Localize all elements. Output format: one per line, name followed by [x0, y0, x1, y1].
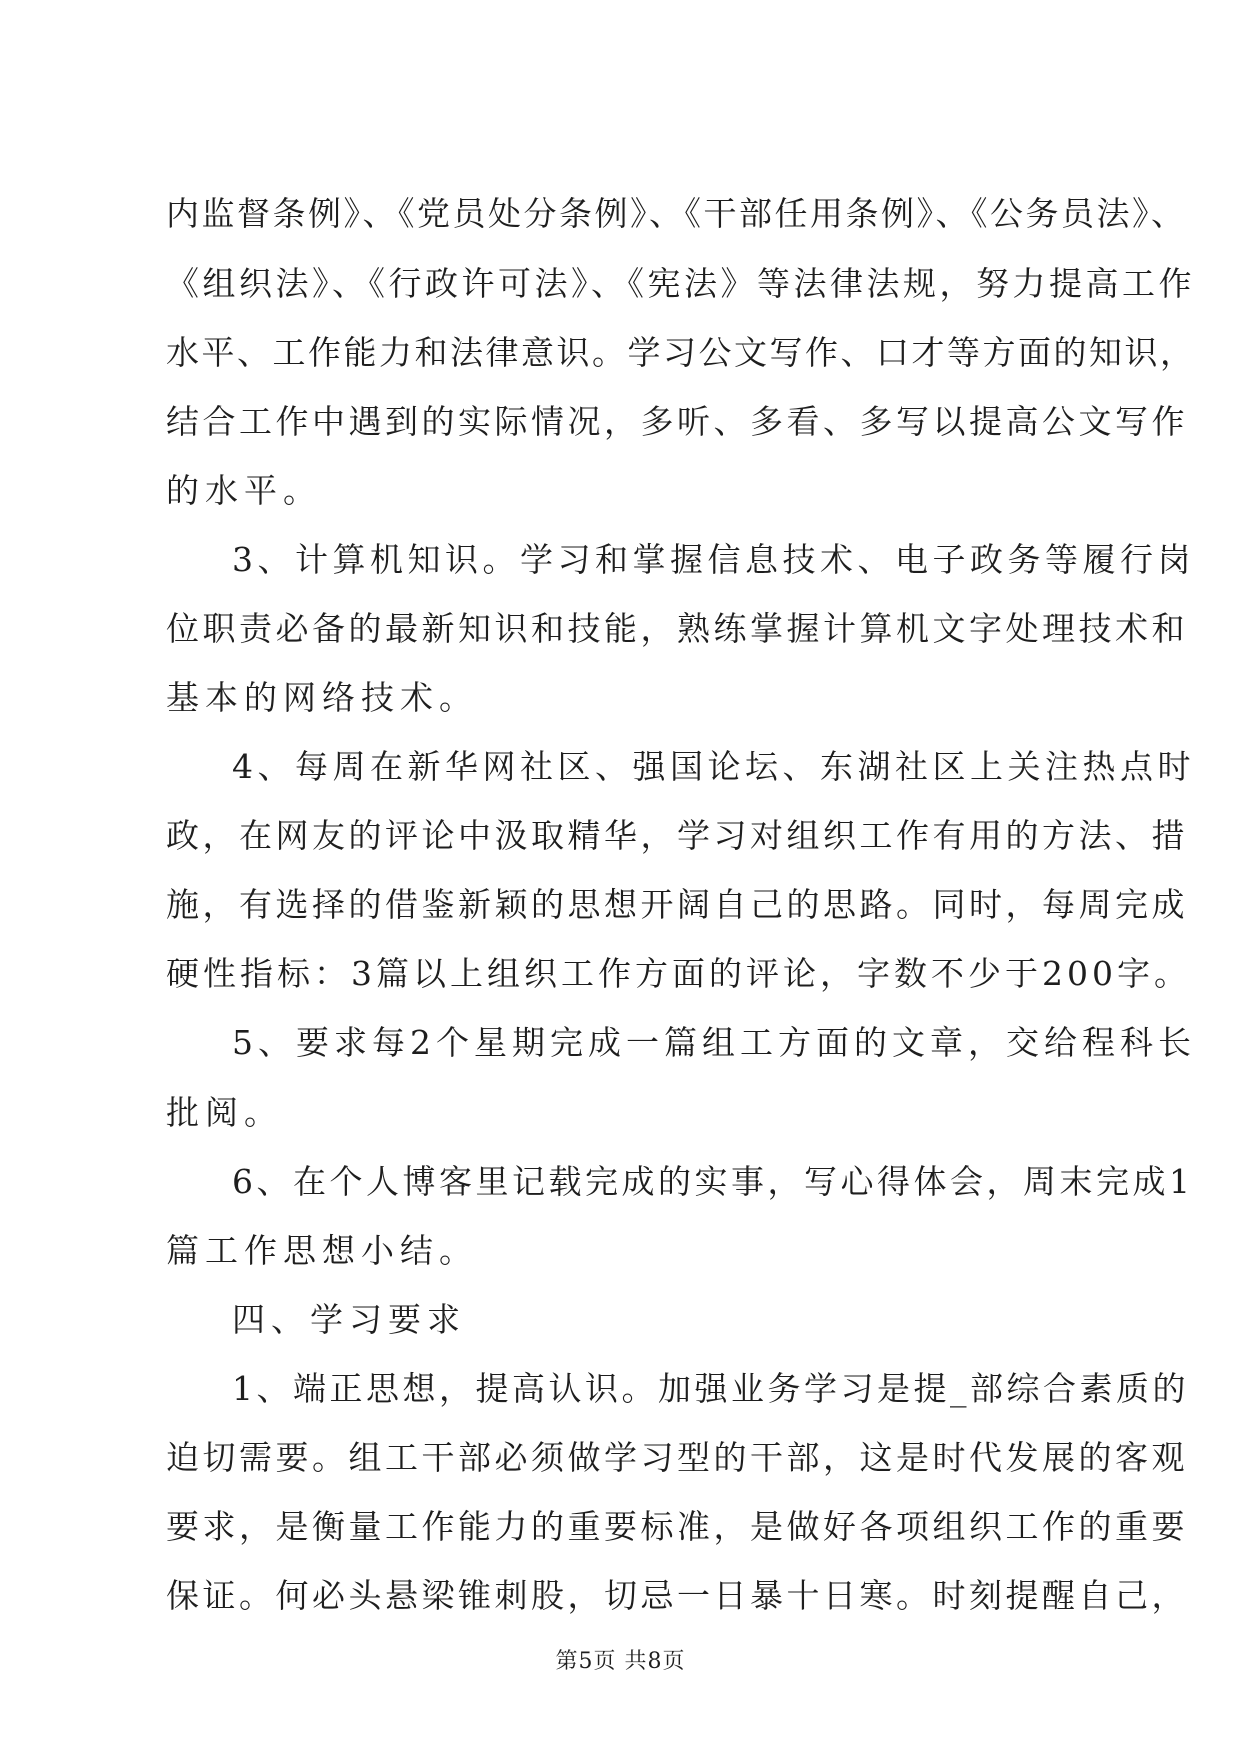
paragraph-line: 水平、工作能力和法律意识。学习公文写作、口才等方面的知识，	[166, 333, 1196, 372]
paragraph-line: 政，在网友的评论中汲取精华，学习对组织工作有用的方法、措	[166, 816, 1188, 855]
paragraph-line: 批阅。	[166, 1093, 283, 1132]
paragraph-line: 结合工作中遇到的实际情况，多听、多看、多写以提高公文写作	[166, 402, 1188, 441]
paragraph-line: 迫切需要。组工干部必须做学习型的干部，这是时代发展的客观	[166, 1438, 1188, 1477]
paragraph-line: 3、计算机知识。学习和掌握信息技术、电子政务等履行岗	[232, 540, 1195, 579]
paragraph-line: 保证。何必头悬梁锥刺股，切忌一日暴十日寒。时刻提醒自己，	[166, 1576, 1188, 1615]
paragraph-line: 基本的网络技术。	[166, 678, 478, 717]
paragraph-line: 4、每周在新华网社区、强国论坛、东湖社区上关注热点时	[232, 747, 1195, 786]
paragraph-line: 要求，是衡量工作能力的重要标准，是做好各项组织工作的重要	[166, 1507, 1188, 1546]
paragraph-line: 施，有选择的借鉴新颖的思想开阔自己的思路。同时，每周完成	[166, 885, 1188, 924]
section-heading: 四、学习要求	[232, 1300, 466, 1339]
paragraph-line: 1、端正思想，提高认识。加强业务学习是提_部综合素质的	[232, 1369, 1189, 1408]
paragraph-line: 6、在个人博客里记载完成的实事，写心得体会，周末完成1	[232, 1162, 1194, 1201]
paragraph-line: 的水平。	[166, 471, 322, 510]
paragraph-line: 位职责必备的最新知识和技能，熟练掌握计算机文字处理技术和	[166, 609, 1188, 648]
paragraph-line: 硬性指标：3篇以上组织工作方面的评论，字数不少于200字。	[166, 954, 1191, 993]
paragraph-line: 《组织法》、《行政许可法》、《宪法》等法律法规，努力提高工作	[166, 264, 1195, 303]
paragraph-line: 内监督条例》、《党员处分条例》、《干部任用条例》、《公务员法》、	[166, 194, 1187, 233]
page-number-footer: 第5页 共8页	[555, 1649, 686, 1674]
paragraph-line: 篇工作思想小结。	[166, 1231, 478, 1270]
paragraph-line: 5、要求每2个星期完成一篇组工方面的文章，交给程科长	[232, 1023, 1196, 1062]
